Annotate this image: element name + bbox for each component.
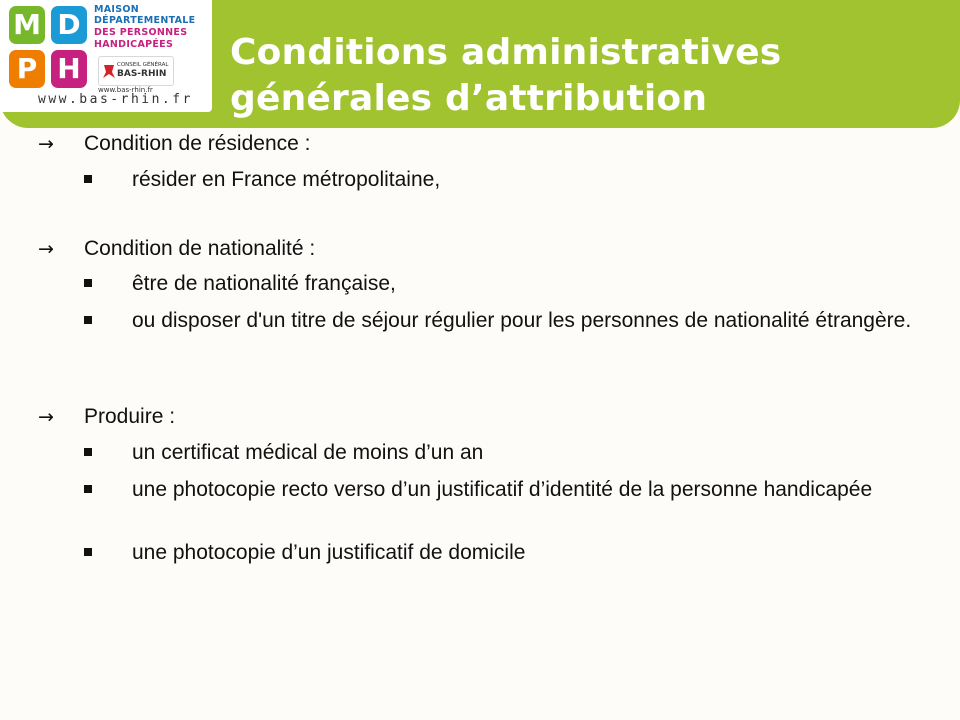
logo-text-line: DES PERSONNES (94, 27, 188, 38)
list-item-text: une photocopie recto verso d’un justificatif d’identité de la personne handicapée (132, 478, 873, 501)
logo-text-line: DÉPARTEMENTALE (94, 15, 196, 26)
square-bullet-icon (84, 279, 92, 287)
logo-tile-m: M (9, 6, 45, 44)
square-bullet-icon (84, 316, 92, 324)
square-bullet-icon (84, 448, 92, 456)
arrow-right-icon: → (38, 406, 54, 428)
title-line-1: Conditions administratives (230, 32, 782, 73)
slide-title (230, 30, 940, 122)
section-heading-nationality (38, 236, 315, 262)
council-name: BAS-RHIN (117, 69, 167, 79)
arrow-right-icon: → (38, 238, 54, 260)
list-item (84, 439, 944, 467)
mdph-logo (0, 0, 212, 112)
site-url: www.bas-rhin.fr (38, 92, 193, 107)
arrow-right-icon: → (38, 133, 54, 155)
council-emblem-icon (102, 63, 116, 79)
logo-text-line: MAISON (94, 4, 140, 15)
council-logo (98, 56, 174, 86)
list-item (84, 476, 944, 504)
square-bullet-icon (84, 175, 92, 183)
list-item (84, 270, 944, 298)
list-item-text: ou disposer d'un titre de séjour régulier pour les personnes de nationalité étrangère. (132, 309, 912, 332)
list-item (84, 539, 944, 567)
section-heading-text: Condition de résidence : (84, 132, 311, 155)
logo-tile-p: P (9, 50, 45, 88)
list-item (84, 166, 944, 194)
list-item-text: une photocopie d’un justificatif de domicile (132, 541, 526, 564)
council-small-text: CONSEIL GÉNÉRAL (117, 62, 169, 68)
section-heading-residence (38, 131, 310, 157)
title-line-2: générales d’attribution (230, 78, 708, 119)
list-item-text: un certificat médical de moins d’un an (132, 441, 484, 464)
section-heading-produce (38, 404, 175, 430)
section-heading-text: Produire : (84, 405, 176, 428)
logo-url-small: www.bas-rhin.fr (98, 86, 153, 94)
square-bullet-icon (84, 485, 92, 493)
list-item (84, 307, 944, 335)
logo-text-line: HANDICAPÉES (94, 39, 174, 50)
list-item-text: être de nationalité française, (132, 272, 396, 295)
logo-tile-h: H (51, 50, 87, 88)
list-item-text: résider en France métropolitaine, (132, 168, 441, 191)
section-heading-text: Condition de nationalité : (84, 237, 316, 260)
logo-tile-d: D (51, 6, 87, 44)
square-bullet-icon (84, 548, 92, 556)
